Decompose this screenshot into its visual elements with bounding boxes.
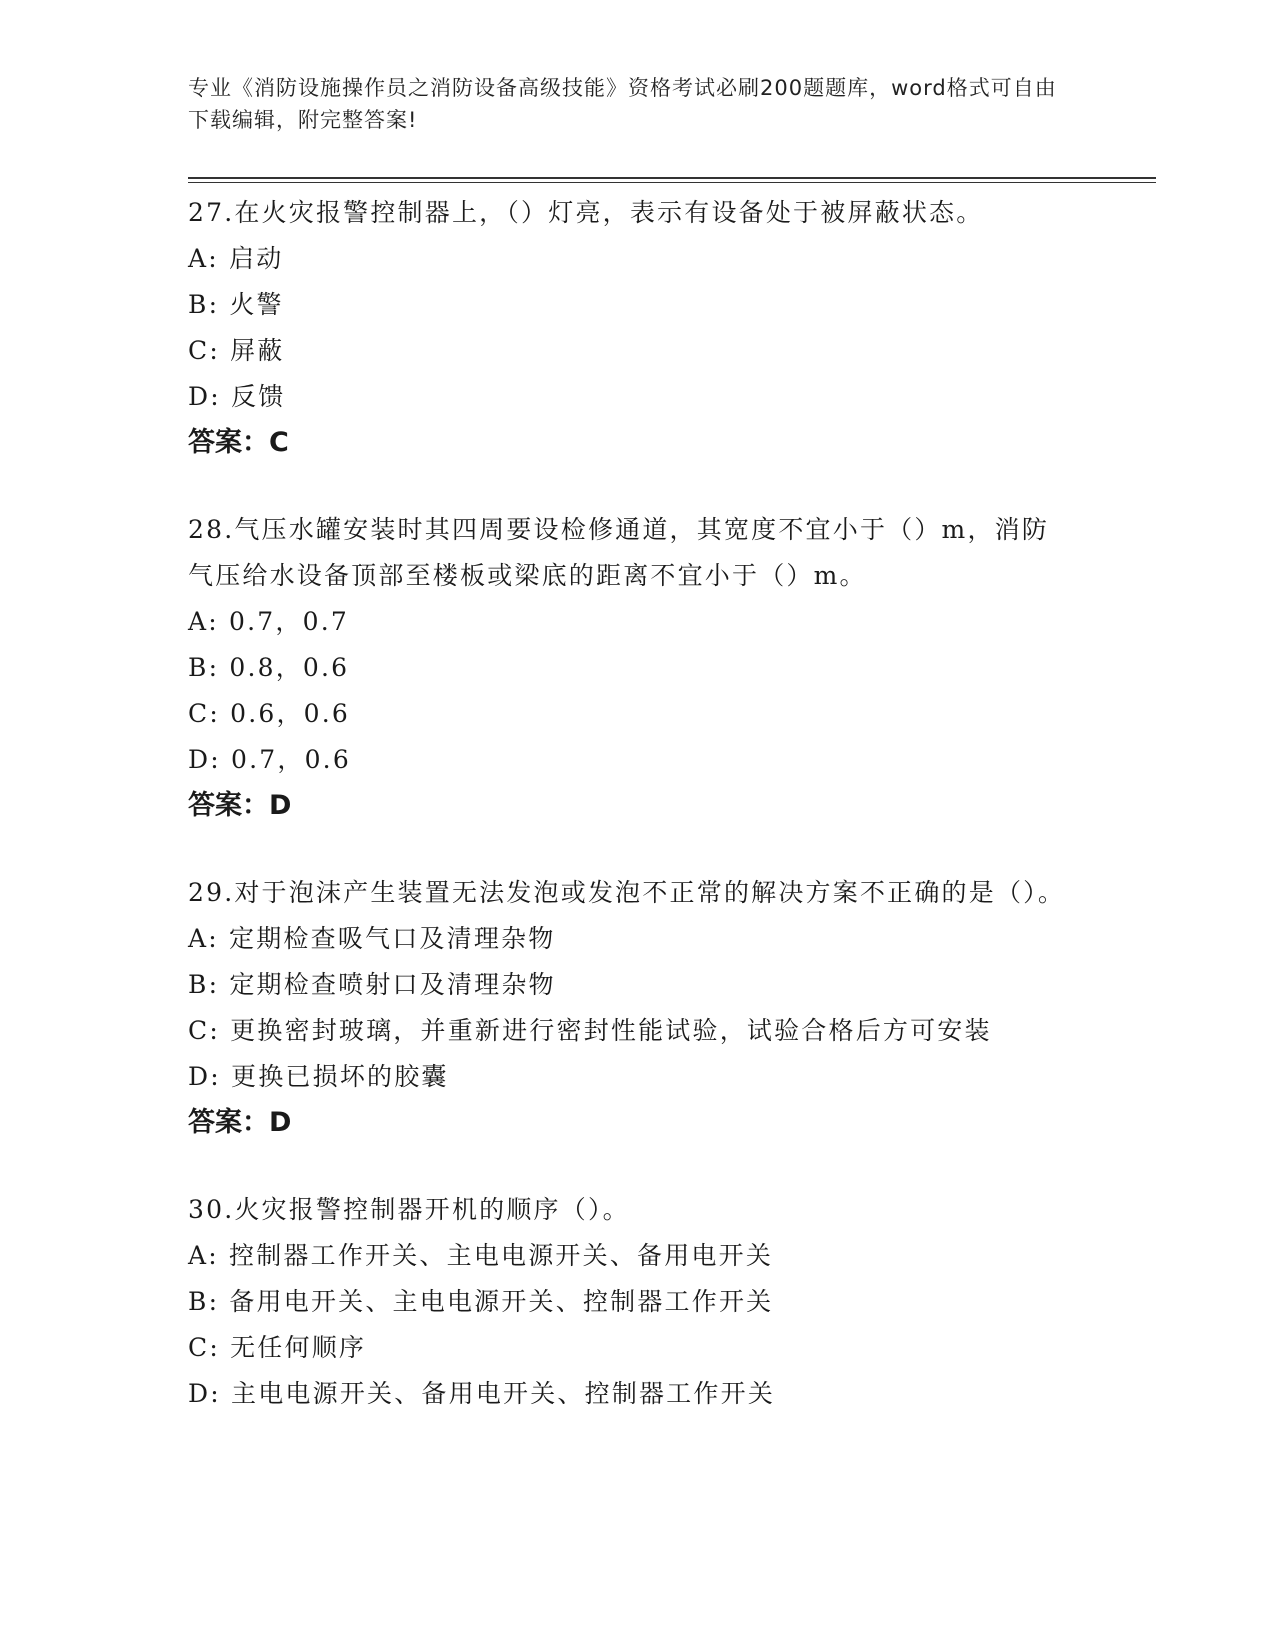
option-d: D: 反馈	[188, 382, 286, 411]
header-title: 专业《消防设施操作员之消防设备高级技能》资格考试必刷200题题库，word格式可自由下载编辑，附完整答案!	[188, 76, 1057, 132]
question-stem: 29.对于泡沫产生装置无法发泡或发泡不正常的解决方案不正确的是（）。	[188, 878, 1066, 907]
option-c: C: 更换密封玻璃，并重新进行密封性能试验，试验合格后方可安装	[188, 1016, 992, 1045]
question-27	[188, 190, 1068, 466]
answer: 答案：D	[188, 1107, 292, 1138]
option-a: A: 0.7，0.7	[188, 607, 349, 636]
question-stem: 28.气压水罐安装时其四周要设检修通道，其宽度不宜小于（）m，消防气压给水设备顶部至楼板或梁底的距离不宜小于（）m。	[188, 515, 1050, 590]
option-d: D: 0.7，0.6	[188, 745, 351, 774]
question-30	[188, 1187, 1068, 1417]
option-b: B: 火警	[188, 290, 284, 319]
option-b: B: 定期检查喷射口及清理杂物	[188, 970, 556, 999]
option-d: D: 主电电源开关、备用电开关、控制器工作开关	[188, 1379, 776, 1408]
option-a: A: 启动	[188, 244, 284, 273]
option-b: B: 备用电开关、主电电源开关、控制器工作开关	[188, 1287, 774, 1316]
answer: 答案：D	[188, 790, 292, 821]
option-c: C: 无任何顺序	[188, 1333, 367, 1362]
header-rule-thick	[188, 177, 1156, 179]
option-c: C: 0.6，0.6	[188, 699, 351, 728]
option-a: A: 定期检查吸气口及清理杂物	[188, 924, 556, 953]
question-29	[188, 870, 1068, 1146]
question-28	[188, 507, 1068, 829]
option-c: C: 屏蔽	[188, 336, 285, 365]
question-stem: 27.在火灾报警控制器上，（）灯亮，表示有设备处于被屏蔽状态。	[188, 198, 984, 227]
option-a: A: 控制器工作开关、主电电源开关、备用电开关	[188, 1241, 774, 1270]
question-stem: 30.火灾报警控制器开机的顺序（）。	[188, 1195, 630, 1224]
header-rule-thin	[188, 182, 1156, 183]
option-b: B: 0.8，0.6	[188, 653, 350, 682]
option-d: D: 更换已损坏的胶囊	[188, 1062, 449, 1091]
question-list	[188, 190, 1068, 1458]
answer: 答案：C	[188, 427, 289, 458]
